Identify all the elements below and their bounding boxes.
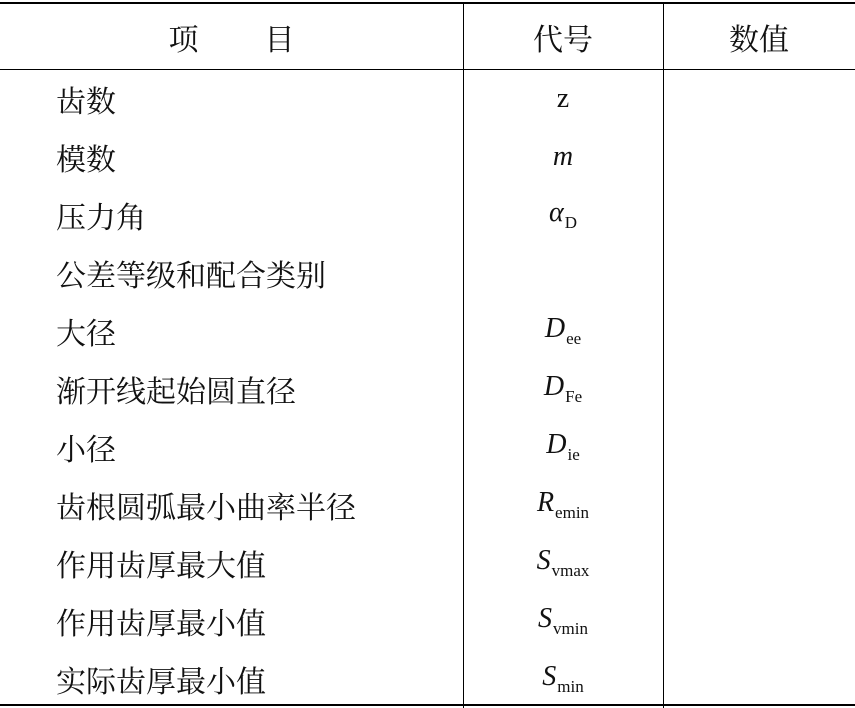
table-row (0, 70, 855, 128)
column-divider (463, 128, 464, 186)
header-item-first-char: 项 (168, 22, 199, 58)
parameter-name-cell (0, 650, 463, 708)
column-divider (463, 302, 464, 360)
symbol-main: D (544, 313, 566, 344)
symbol-subscript: emin (555, 503, 590, 522)
header-item (169, 15, 295, 59)
parameter-name-cell (0, 360, 463, 418)
table-row (0, 476, 855, 534)
parameter-name-cell (0, 534, 463, 592)
column-divider (463, 476, 464, 534)
column-divider (663, 186, 664, 244)
parameter-name: 作用齿厚最小值 (56, 607, 266, 642)
symbol-cell (463, 128, 663, 186)
symbol-subscript: D (564, 213, 577, 232)
parameter-symbol (553, 141, 573, 173)
column-divider (663, 650, 664, 708)
symbol-cell (463, 302, 663, 360)
table-row (0, 592, 855, 650)
column-divider (663, 244, 664, 302)
table-row (0, 128, 855, 186)
table-row (0, 650, 855, 708)
column-divider (663, 360, 664, 418)
column-divider (463, 244, 464, 302)
value-cell (663, 476, 855, 534)
spline-parameter-table (0, 2, 855, 706)
symbol-main: S (538, 603, 553, 634)
column-divider (663, 418, 664, 476)
symbol-cell (463, 418, 663, 476)
parameter-symbol (557, 83, 569, 115)
parameter-name: 公差等级和配合类别 (56, 259, 326, 294)
value-cell (663, 360, 855, 418)
table-row (0, 244, 855, 302)
parameter-name: 模数 (56, 143, 116, 178)
parameter-name-cell (0, 302, 463, 360)
column-divider (663, 534, 664, 592)
column-divider (463, 418, 464, 476)
value-cell (663, 592, 855, 650)
parameter-symbol (544, 371, 582, 407)
value-cell (663, 650, 855, 708)
header-value: 数值 (729, 22, 789, 58)
symbol-main: S (536, 545, 551, 576)
value-cell (663, 128, 855, 186)
parameter-name-cell (0, 476, 463, 534)
symbol-subscript: ie (567, 445, 580, 464)
table-row (0, 360, 855, 418)
value-cell (663, 534, 855, 592)
column-divider (663, 4, 664, 69)
parameter-name: 齿根圆弧最小曲率半径 (56, 491, 356, 526)
parameter-name: 齿数 (56, 85, 116, 120)
column-divider (463, 4, 464, 69)
parameter-name-cell (0, 186, 463, 244)
column-divider (663, 302, 664, 360)
column-divider (463, 592, 464, 650)
parameter-symbol (537, 545, 590, 581)
table-row (0, 186, 855, 244)
symbol-cell (463, 534, 663, 592)
value-cell (663, 186, 855, 244)
symbol-cell (463, 186, 663, 244)
parameter-name-cell (0, 70, 463, 128)
parameter-symbol (538, 603, 588, 639)
symbol-cell (463, 476, 663, 534)
parameter-name: 渐开线起始圆直径 (56, 375, 296, 410)
symbol-main: α (549, 197, 564, 228)
parameter-name: 作用齿厚最大值 (56, 549, 266, 584)
symbol-main: R (536, 487, 555, 518)
column-divider (663, 476, 664, 534)
table-header (0, 4, 855, 70)
parameter-symbol (542, 661, 583, 697)
parameter-name-cell (0, 418, 463, 476)
table-row (0, 534, 855, 592)
parameter-name-cell (0, 592, 463, 650)
column-divider (663, 592, 664, 650)
symbol-cell (463, 650, 663, 708)
column-divider (463, 360, 464, 418)
header-symbol-cell (463, 4, 663, 69)
parameter-name: 压力角 (56, 201, 146, 236)
symbol-cell (463, 592, 663, 650)
symbol-main: D (543, 371, 565, 402)
symbol-subscript: min (557, 677, 584, 696)
header-symbol: 代号 (533, 22, 593, 58)
symbol-subscript: vmin (553, 619, 588, 638)
parameter-symbol (545, 313, 581, 349)
symbol-main: D (546, 429, 567, 460)
parameter-name: 小径 (56, 433, 116, 468)
header-item-cell (0, 4, 463, 69)
column-divider (663, 128, 664, 186)
symbol-cell (463, 244, 663, 302)
parameter-symbol (546, 429, 580, 465)
symbol-cell (463, 360, 663, 418)
header-item-second-char: 目 (264, 22, 295, 58)
parameter-name: 大径 (56, 317, 116, 352)
parameter-name-cell (0, 128, 463, 186)
parameter-name-cell (0, 244, 463, 302)
symbol-main: S (542, 661, 557, 692)
table-row (0, 418, 855, 476)
symbol-cell (463, 70, 663, 128)
header-value-cell (663, 4, 855, 69)
table-row (0, 302, 855, 360)
symbol-subscript: vmax (551, 561, 590, 580)
value-cell (663, 70, 855, 128)
column-divider (463, 650, 464, 708)
parameter-symbol (537, 487, 589, 523)
value-cell (663, 302, 855, 360)
symbol-subscript: ee (566, 329, 582, 348)
value-cell (663, 244, 855, 302)
parameter-name: 实际齿厚最小值 (56, 665, 266, 700)
column-divider (463, 534, 464, 592)
symbol-subscript: Fe (565, 387, 583, 406)
value-cell (663, 418, 855, 476)
column-divider (463, 186, 464, 244)
column-divider (663, 70, 664, 128)
symbol-main: m (552, 141, 574, 172)
parameter-symbol (549, 197, 577, 233)
column-divider (463, 70, 464, 128)
symbol-main: z (556, 83, 570, 114)
